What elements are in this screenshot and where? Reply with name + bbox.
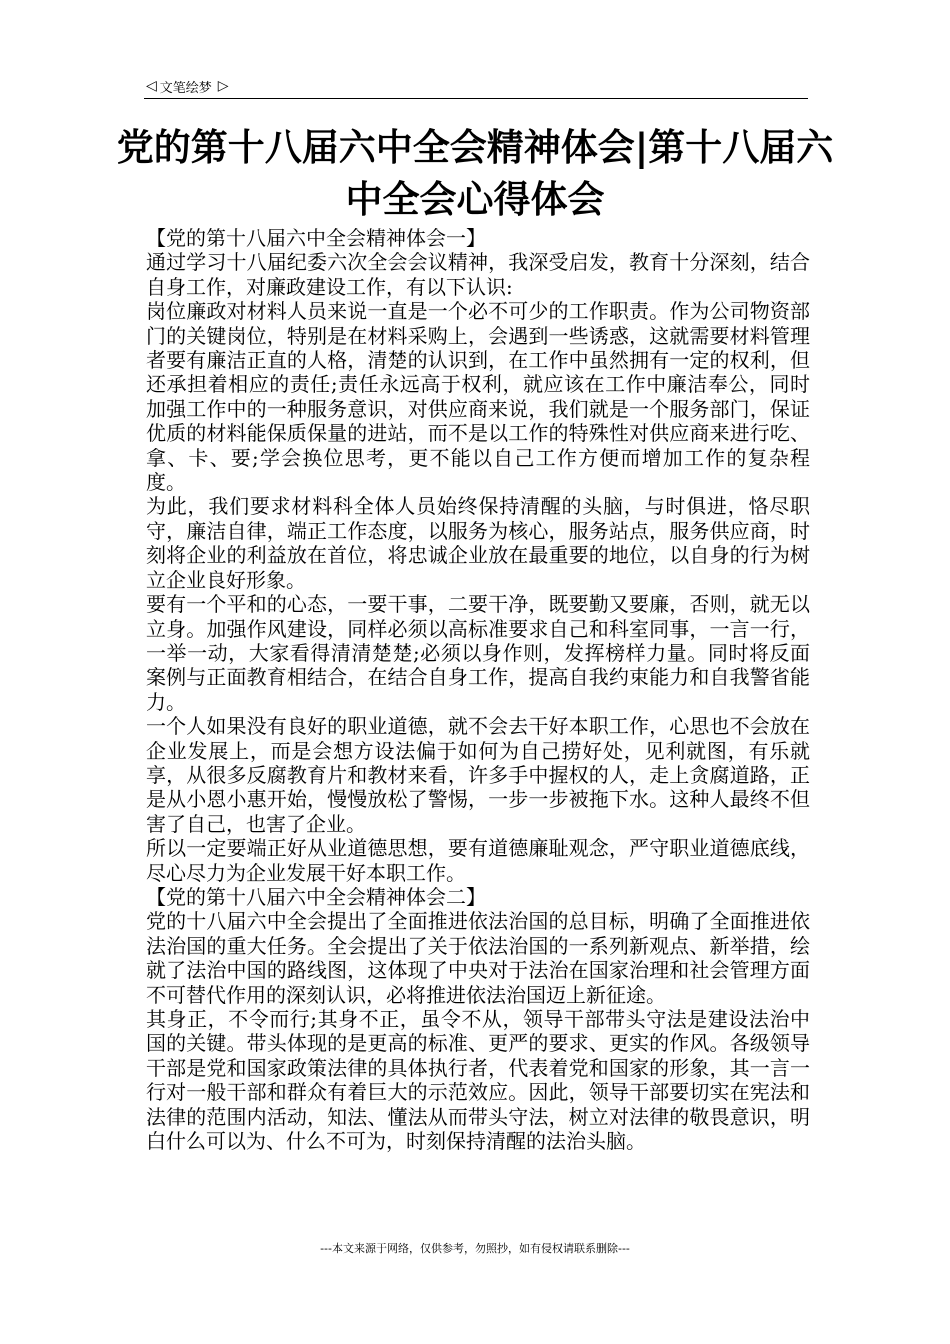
header-divider (144, 98, 808, 99)
paragraph: 要有一个平和的心态，一要干事，二要干净，既要勤又要廉，否则，就无以立身。加强作风建设，同样必须以高标准要求自己和科室同事，一言一行，一举一动，大家看得清清楚楚;必须以身作则，发挥榜样力量。同时将反面案例与正面教育相结合，在结合自身工作，提高自我约束能力和自我警省能力。 (146, 592, 810, 714)
paragraph: 通过学习十八届纪委六次全会会议精神，我深受启发，教育十分深刻，结合自身工作，对廉政建设工作，有以下认识: (146, 250, 810, 299)
brand-name: 文笔绘梦 (159, 80, 212, 96)
paragraph: 岗位廉政对材料人员来说一直是一个必不可少的工作职责。作为公司物资部门的关键岗位，特别是在材料采购上，会遇到一些诱惑，这就需要材料管理者要有廉洁正直的人格，清楚的认识到，在工作中虽然拥有一定的权利，但还承担着相应的责任;责任永远高于权利，就应该在工作中廉洁奉公，同时加强工作中的一种服务意识，对供应商来说，我们就是一个服务部门，保证优质的材料能保质保量的进站，而不是以工作的特殊性对供应商来进行吃、拿、卡、要;学会换位思考，更不能以自己工作方便而增加工作的复杂程度。 (146, 299, 810, 495)
section-heading: 【党的第十八届六中全会精神体会二】 (146, 884, 486, 909)
footer-disclaimer: ---本文来源于网络，仅供参考，勿照抄，如有侵权请联系删除--- (320, 1242, 630, 1255)
paragraph: 为此，我们要求材料科全体人员始终保持清醒的头脑，与时俱进，恪尽职守，廉洁自律，端正工作态度，以服务为核心，服务站点，服务供应商，时刻将企业的利益放在首位，将忠诚企业放在最重要的地位，以自身的行为树立企业良好形象。 (146, 494, 810, 592)
document-title: 党的第十八届六中全会精神体会|第十八届六中全会心得体会 (116, 126, 834, 221)
section-heading: 【党的第十八届六中全会精神体会一】 (146, 226, 486, 250)
triangle-left-icon: ◁ (146, 78, 157, 94)
paragraph: 所以一定要端正好从业道德思想，要有道德廉耻观念，严守职业道德底线，尽心尽力为企业发展干好本职工作。 (146, 836, 810, 885)
triangle-right-icon: ▷ (217, 78, 229, 94)
paragraph: 一个人如果没有良好的职业道德，就不会去干好本职工作，心思也不会放在企业发展上，而是会想方设法偏于如何为自己捞好处，见利就图，有乐就享，从很多反腐教育片和教材来看，许多手中握权的人，走上贪腐道路，正是从小恩小惠开始，慢慢放松了警惕，一步一步被拖下水。这种人最终不但害了自己，也害了企业。 (146, 714, 810, 836)
document-body (146, 226, 810, 1153)
paragraph: 党的十八届六中全会提出了全面推进依法治国的总目标，明确了全面推进依法治国的重大任务。全会提出了关于依法治国的一系列新观点、新举措，绘就了法治中国的路线图，这体现了中央对于法治在国家治理和社会管理方面不可替代作用的深刻认识，必将推进依法治国迈上新征途。 (146, 909, 810, 1007)
paragraph: 其身正，不令而行;其身不正，虽令不从，领导干部带头守法是建设法治中国的关键。带头体现的是更高的标准、更严的要求、更实的作风。各级领导干部是党和国家政策法律的具体执行者，代表着党和国家的形象，其一言一行对一般干部和群众有着巨大的示范效应。因此，领导干部要切实在宪法和法律的范围内活动，知法、懂法从而带头守法，树立对法律的敬畏意识，明白什么可以为、什么不可为，时刻保持清醒的法治头脑。 (146, 1007, 810, 1154)
page-header (146, 74, 806, 98)
